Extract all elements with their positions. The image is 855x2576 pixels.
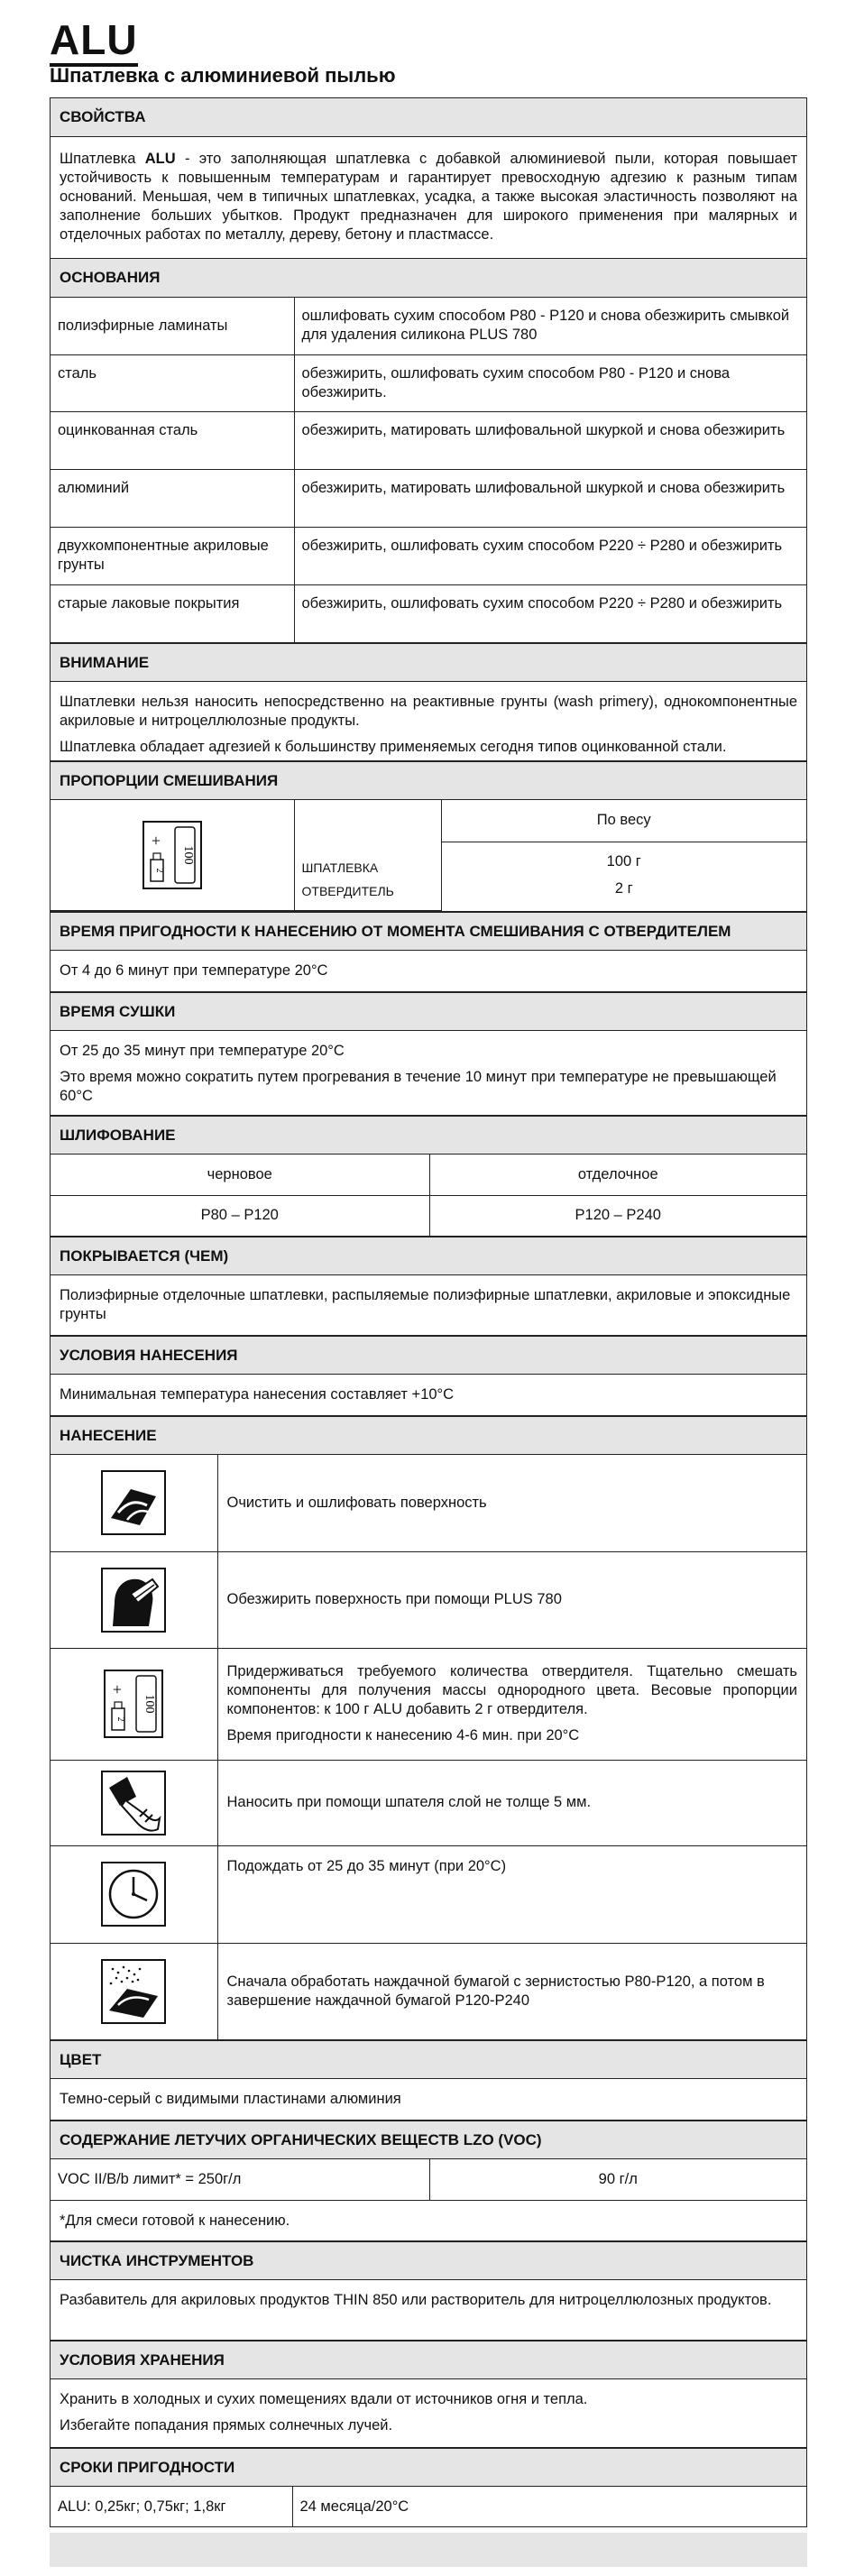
- section-header: ПОКРЫВАЕТСЯ (ЧЕМ): [51, 1237, 806, 1275]
- substrate-prep: ошлифовать сухим способом P80 - P120 и снова обезжирить смывкой для удаления силикона PLUS 780: [294, 298, 806, 354]
- substrate-prep: обезжирить, ошлифовать сухим способом P220 ÷ P280 и обезжирить: [294, 584, 806, 642]
- table-row: [51, 469, 806, 527]
- section-shelf-life: [50, 2448, 807, 2527]
- step-row: [51, 1760, 806, 1845]
- section-pot-life: [50, 912, 807, 992]
- substrate-name: оцинкованная сталь: [51, 411, 294, 469]
- product-subtitle: Шпатлевка с алюминиевой пылью: [50, 64, 396, 87]
- hardener-label: ОТВЕРДИТЕЛЬ: [301, 884, 394, 898]
- mix-ratio-icon: [102, 1668, 165, 1740]
- section-header: ЧИСТКА ИНСТРУМЕНТОВ: [51, 2241, 806, 2280]
- table-row: [51, 527, 806, 584]
- mixing-table: [51, 800, 806, 911]
- voc-note: *Для смеси готовой к нанесению.: [51, 2200, 806, 2240]
- storage-text: Хранить в холодных и сухих помещениях вдали от источников огня и тепла. Избегайте попадания прямых солнечных лучей.: [60, 2391, 588, 2433]
- table-row: [51, 411, 806, 469]
- drying-text: От 25 до 35 минут при температуре 20°C Это время можно сократить путем прогревания в течение 10 минут при температуре не превышающей 60°C: [60, 1043, 777, 1104]
- step-text: Наносить при помощи шпателя слой не толще 5 мм.: [217, 1760, 806, 1845]
- substrate-prep: обезжирить, ошлифовать сухим способом P80 - P120 и снова обезжирить.: [294, 354, 806, 411]
- section-header: ВРЕМЯ ПРИГОДНОСТИ К НАНЕСЕНИЮ ОТ МОМЕНТА СМЕШИВАНИЯ С ОТВЕРДИТЕЛЕМ: [51, 912, 806, 951]
- sanding-finish-label: отделочное: [429, 1155, 806, 1195]
- mix-ratio-cell: [51, 800, 294, 911]
- brand-name: ALU: [144, 151, 176, 167]
- svg-text:2: 2: [153, 868, 164, 873]
- substrate-prep: обезжирить, ошлифовать сухим способом P220 ÷ P280 и обезжирить: [294, 527, 806, 584]
- application-steps: [51, 1455, 806, 2039]
- degrease-icon: [100, 1567, 167, 1633]
- sanding-rough-value: P80 – P120: [51, 1195, 429, 1236]
- by-weight-header: По весу: [441, 800, 806, 842]
- step-row: [51, 1648, 806, 1760]
- substrate-name: двухкомпонентные акриловые грунты: [51, 527, 294, 584]
- clock-icon: [100, 1861, 167, 1927]
- svg-text:+: +: [113, 1680, 123, 1698]
- step-text: Подождать от 25 до 35 минут (при 20°C): [217, 1845, 806, 1943]
- svg-text:2: 2: [115, 1716, 126, 1722]
- section-cleaning: [50, 2241, 807, 2341]
- datasheet: [50, 97, 807, 2567]
- section-header: ОСНОВАНИЯ: [51, 259, 806, 298]
- step-row: [51, 1455, 806, 1551]
- section-header: УСЛОВИЯ НАНЕСЕНИЯ: [51, 1336, 806, 1375]
- step-text: Сначала обработать наждачной бумагой с зернистостью P80-P120, а потом в завершение наждачной бумагой P120-P240: [217, 1943, 806, 2039]
- overcoat-text: Полиэфирные отделочные шпатлевки, распыляемые полиэфирные шпатлевки, акриловые и эпоксидные грунты: [60, 1287, 791, 1322]
- shelf-table: [51, 2487, 806, 2526]
- substrate-prep: обезжирить, матировать шлифовальной шкуркой и снова обезжирить: [294, 469, 806, 527]
- section-properties: [50, 97, 807, 259]
- svg-text:+: +: [151, 832, 161, 850]
- substrate-name: алюминий: [51, 469, 294, 527]
- substrate-name: сталь: [51, 354, 294, 411]
- svg-text:100: 100: [142, 1694, 157, 1714]
- substrate-name: полиэфирные ламинаты: [51, 298, 294, 354]
- sanding-finish-value: P120 – P240: [429, 1195, 806, 1236]
- sanding-rough-label: черновое: [51, 1155, 429, 1195]
- section-header: СРОКИ ПРИГОДНОСТИ: [51, 2448, 806, 2487]
- section-header: НАНЕСЕНИЕ: [51, 1416, 806, 1455]
- section-application: [50, 1416, 807, 2040]
- product-title: ALU: [50, 16, 138, 67]
- attention-text: Шпатлевки нельзя наносить непосредственно на реактивные грунты (wash primery), однокомпонентные акриловые и нитроцеллюлозные продукты. Шпатлевка обладает адгезией к большинству применяемых сегодня типов оцинкованной стали.: [60, 694, 797, 755]
- substrate-name: старые лаковые покрытия: [51, 584, 294, 642]
- color-text: Темно-серый с видимыми пластинами алюминия: [60, 2091, 401, 2107]
- sanding-table: [51, 1155, 806, 1236]
- shelf-packaging: ALU: 0,25кг; 0,75кг; 1,8кг: [51, 2487, 292, 2526]
- step-row: [51, 1551, 806, 1648]
- spatula-icon: [100, 1770, 167, 1836]
- cleaning-text: Разбавитель для акриловых продуктов THIN 850 или растворитель для нитроцеллюлозных продуктов.: [60, 2292, 772, 2308]
- voc-value: 90 г/л: [429, 2159, 806, 2200]
- section-attention: [50, 643, 807, 761]
- section-substrates: [50, 259, 807, 643]
- step-text: Очистить и ошлифовать поверхность: [217, 1455, 806, 1551]
- table-row: [51, 354, 806, 411]
- section-storage: [50, 2341, 807, 2448]
- hardener-value: 2 г: [614, 879, 633, 897]
- sanding-icon: [100, 1958, 167, 2025]
- substrates-table: [51, 298, 806, 642]
- section-mixing: [50, 761, 807, 912]
- putty-label: ШПАТЛЕВКА: [301, 860, 379, 875]
- step-row: [51, 1845, 806, 1943]
- section-sanding: [50, 1116, 807, 1237]
- substrate-prep: обезжирить, матировать шлифовальной шкуркой и снова обезжирить: [294, 411, 806, 469]
- section-color: [50, 2040, 807, 2121]
- mix-ratio-icon: [141, 819, 204, 891]
- properties-text: Шпатлевка ALU - это заполняющая шпатлевка с добавкой алюминиевой пыли, которая повышает устойчивость к повышенным температурам и гарантирует превосходную адгезию к разным типам оснований. Меньшая, чем в типичных шпатлевках, усадка, а также высокая эластичность позволяют на заполнение больших убытков. Продукт предназначен для широкого применения при малярных и отделочных работах по металлу, дереву, бетону и пластмассе.: [60, 151, 798, 243]
- mix-labels-cell: [294, 800, 441, 911]
- footer-bar: [50, 2533, 807, 2567]
- pot-life-text: От 4 до 6 минут при температуре 20°C: [60, 962, 328, 979]
- section-header: ВНИМАНИЕ: [51, 643, 806, 682]
- section-drying: [50, 992, 807, 1116]
- section-header: УСЛОВИЯ ХРАНЕНИЯ: [51, 2341, 806, 2379]
- voc-limit: VOC II/B/b лимит* = 250г/л: [51, 2159, 429, 2200]
- section-header: СОДЕРЖАНИЕ ЛЕТУЧИХ ОРГАНИЧЕСКИХ ВЕЩЕСТВ LZO (VOC): [51, 2121, 806, 2159]
- step-row: [51, 1943, 806, 2039]
- section-header: ВРЕМЯ СУШКИ: [51, 992, 806, 1031]
- conditions-text: Минимальная температура нанесения составляет +10°C: [60, 1386, 455, 1403]
- shelf-period: 24 месяца/20°C: [292, 2487, 806, 2526]
- step-text: Обезжирить поверхность при помощи PLUS 780: [217, 1551, 806, 1648]
- voc-table: [51, 2159, 806, 2200]
- table-row: [51, 584, 806, 642]
- section-header: ЦВЕТ: [51, 2040, 806, 2079]
- hand-wipe-icon: [100, 1469, 167, 1536]
- putty-value: 100 г: [606, 852, 641, 869]
- section-conditions: [50, 1336, 807, 1416]
- section-overcoat: [50, 1237, 807, 1336]
- section-header: ПРОПОРЦИИ СМЕШИВАНИЯ: [51, 761, 806, 800]
- section-voc: [50, 2121, 807, 2241]
- section-header: ШЛИФОВАНИЕ: [51, 1116, 806, 1155]
- section-header: СВОЙСТВА: [51, 98, 806, 137]
- step-text: Придерживаться требуемого количества отвердителя. Тщательно смешать компоненты для получения массы однородного цвета. Весовые пропорции компонентов: к 100 г ALU добавить 2 г отвердителя. Время пригодности к нанесению 4-6 мин. при 20°C: [217, 1648, 806, 1760]
- table-row: [51, 298, 806, 354]
- svg-text:100: 100: [180, 845, 195, 865]
- mix-values-cell: [441, 842, 806, 911]
